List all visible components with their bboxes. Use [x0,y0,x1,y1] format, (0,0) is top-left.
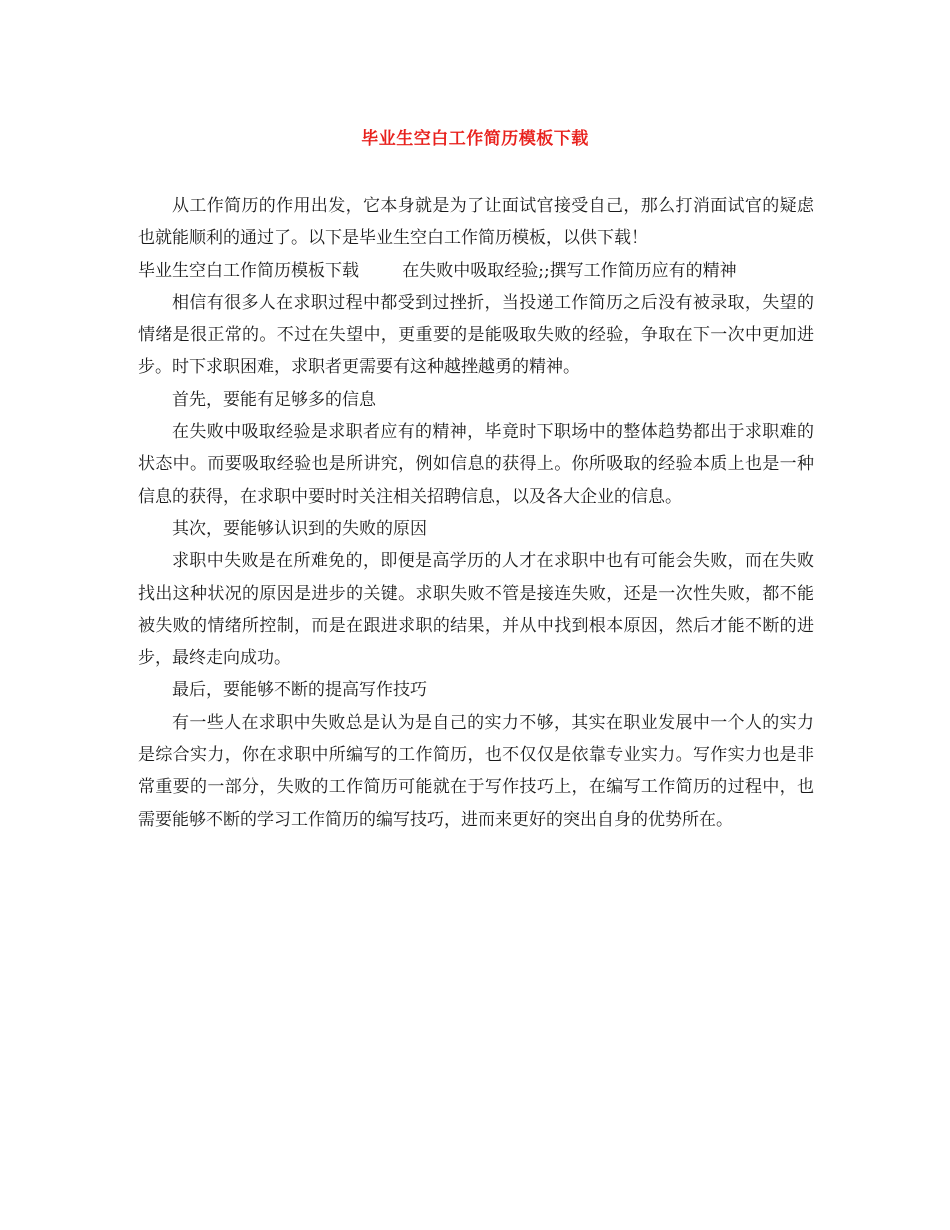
paragraph-intro: 从工作简历的作用出发，它本身就是为了让面试官接受自己，那么打消面试官的疑虑也就能顺利的通过了。以下是毕业生空白工作简历模板，以供下载！ [138,196,814,249]
paragraph-body: 相信有很多人在求职过程中都受到过挫折，当投递工作简历之后没有被录取，失望的情绪是很正常的。不过在失望中，更重要的是能吸取失败的经验，争取在下一次中更加进步。时下求职困难，求职者更需要有这种越挫越勇的精神。 [138,292,814,378]
section-heading: 最后，要能够不断的提高写作技巧 [172,680,427,701]
document-body [138,190,814,836]
paragraph-body: 在失败中吸取经验是求职者应有的精神，毕竟时下职场中的整体趋势都出于求职难的状态中。而要吸取经验也是所讲究，例如信息的获得上。你所吸取的经验本质上也是一种信息的获得，在求职中要时时关注相关招聘信息，以及各大企业的信息。 [138,422,814,507]
paragraph-body: 求职中失败是在所难免的，即便是高学历的人才在求职中也有可能会失败，而在失败找出这种状况的原因是进步的关键。求职失败不管是接连失败，还是一次性失败，都不能被失败的情绪所控制，而是在跟进求职的结果，并从中找到根本原因，然后才能不断的进步，最终走向成功。 [138,551,814,669]
paragraph-subheading: 毕业生空白工作简历模板下载 在失败中吸取经验;;撰写工作简历应有的精神 [138,260,737,281]
paragraph-body: 有一些人在求职中失败总是认为是自己的实力不够，其实在职业发展中一个人的实力是综合实力，你在求职中所编写的工作简历，也不仅仅是依靠专业实力。写作实力也是非常重要的一部分，失败的工作简历可能就在于写作技巧上，在编写工作简历的过程中，也需要能够不断的学习工作简历的编写技巧，进而来更好的突出自身的优势所在。 [138,712,814,830]
document-title: 毕业生空白工作简历模板下载 [361,129,589,149]
section-heading: 首先，要能有足够多的信息 [172,389,376,410]
section-heading: 其次，要能够认识到的失败的原因 [172,518,427,539]
